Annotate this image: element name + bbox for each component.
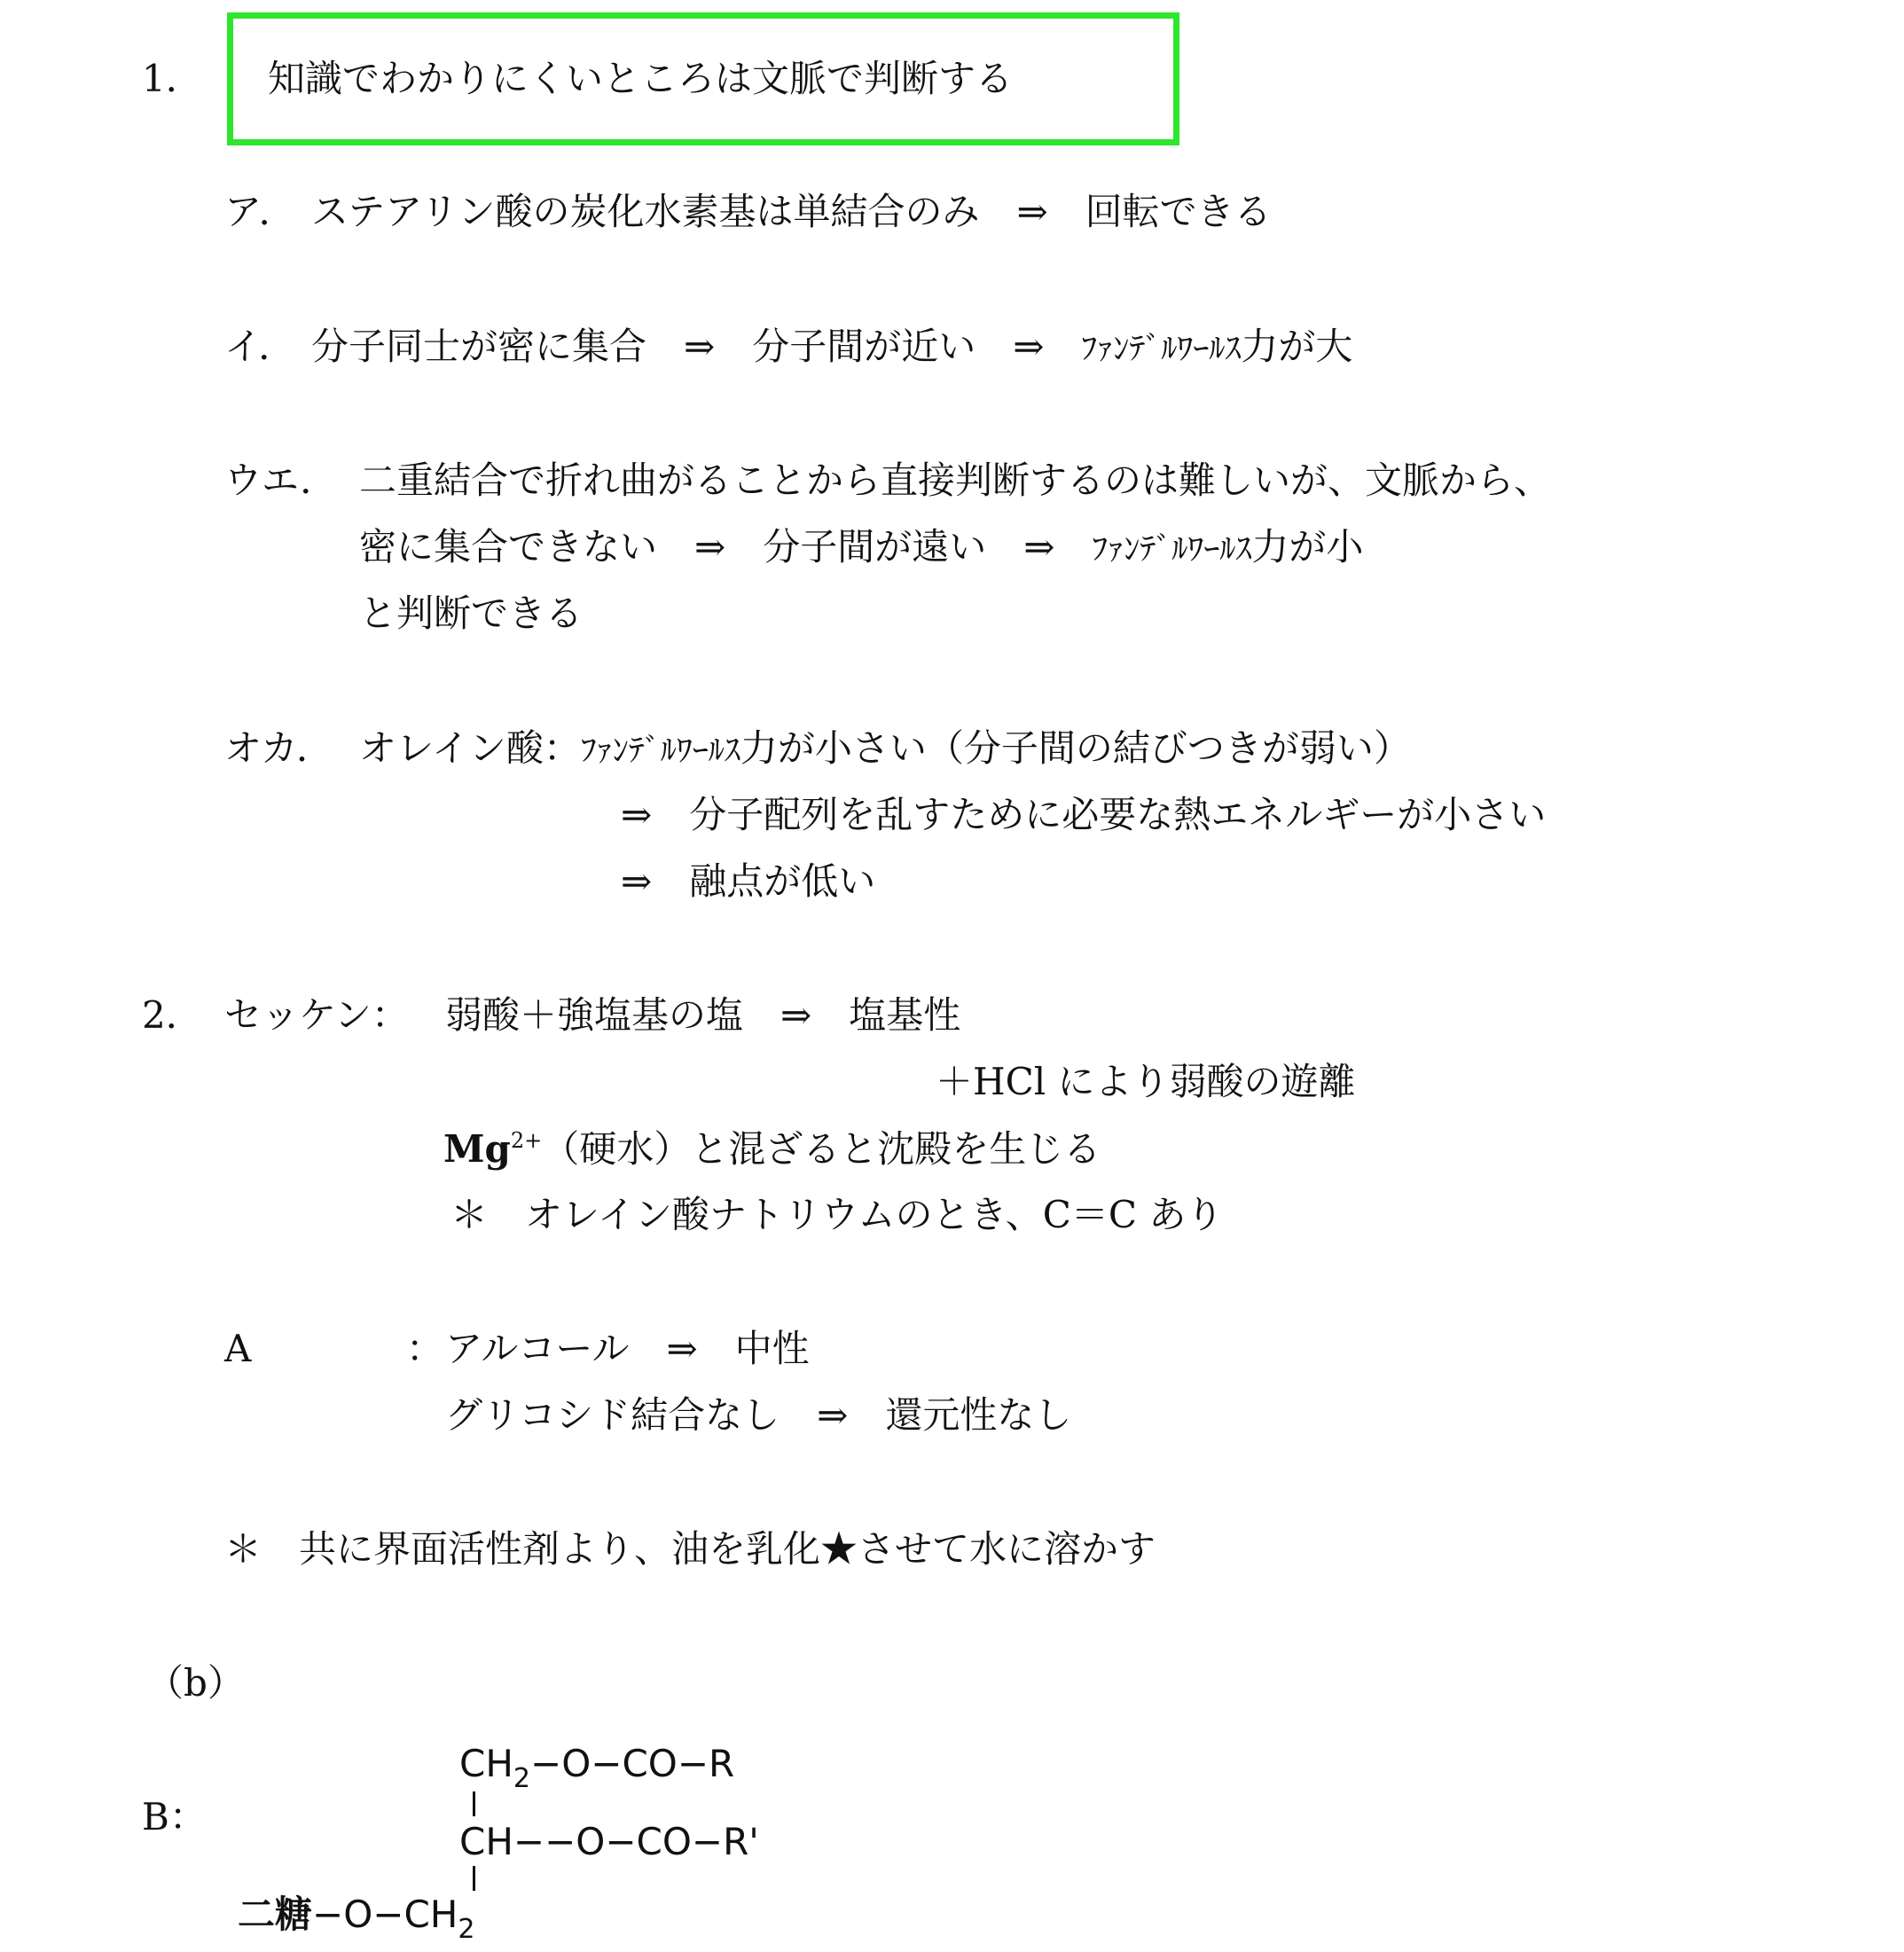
q1-ue-line2-end: 力が小: [1251, 525, 1364, 568]
formula-row1-ester: −O−CO−R: [530, 1742, 735, 1785]
q2-soap-line1: 弱酸＋強塩基の塩 ⇒ 塩基性: [445, 993, 961, 1037]
q1-ue-line2: [359, 525, 1364, 568]
bond-line-1: [473, 1791, 475, 1816]
q1-oka-vdw: ﾌｧﾝﾃﾞﾙﾜｰﾙｽ: [580, 733, 740, 769]
q2-soap-line3: [443, 1127, 1101, 1171]
q2-a-line2: グリコシド結合なし ⇒ 還元性なし: [445, 1393, 1072, 1437]
formula-row3-sub: 2: [458, 1914, 475, 1945]
q2-a-colon: ：: [406, 1327, 444, 1370]
q1-i-text-main: 分子同士が密に集合 ⇒ 分子間が近い ⇒: [311, 325, 1082, 368]
q2-mg-charge: 2+: [510, 1128, 543, 1153]
q2-soap-line2: ＋HCl により弱酸の遊離: [936, 1060, 1356, 1103]
q1-a-text: ステアリン酸の炭化水素基は単結合のみ ⇒ 回転できる: [311, 190, 1272, 233]
q1-number: 1．: [142, 57, 203, 100]
q1-oka-label: オカ．: [224, 726, 334, 770]
b-label: B：: [142, 1795, 207, 1838]
formula-row1-sub: 2: [513, 1763, 531, 1794]
q1-box-text: 知識でわかりにくいところは文脈で判断する: [268, 57, 1014, 100]
formula-row3-linkage: −O−CH: [312, 1893, 458, 1936]
q1-i-label: イ．: [224, 325, 296, 368]
q1-oka-line1-start: オレイン酸：: [359, 726, 581, 770]
bond-line-2: [473, 1866, 475, 1891]
q1-oka-line3: ⇒ 融点が低い: [621, 859, 876, 903]
q2-soap-label: セッケン：: [224, 993, 409, 1037]
formula-ch2-top: CH: [459, 1742, 513, 1785]
q2-a-label: A: [224, 1327, 252, 1370]
q1-a-label: ア．: [224, 190, 296, 233]
formula-disaccharide: 二糖: [238, 1893, 313, 1936]
q1-i-text: [311, 325, 1353, 368]
q1-oka-line1-end: 力が小さい（分子間の結びつきが弱い）: [740, 726, 1411, 770]
b-section-label: （b）: [146, 1661, 245, 1705]
q1-oka-line2: ⇒ 分子配列を乱すために必要な熱エネルギーが小さい: [621, 793, 1547, 836]
formula-row2: CH−−O−CO−R': [459, 1820, 759, 1863]
q1-oka-line1: [359, 726, 1411, 770]
q2-a-line1: アルコール ⇒ 中性: [445, 1327, 810, 1370]
q2-note: ＊ 共に界面活性剤より、油を乳化★させて水に溶かす: [224, 1527, 1156, 1571]
q2-mg: Mg: [443, 1127, 511, 1171]
q1-ue-line1: 二重結合で折れ曲がることから直接判断するのは難しいが、文脈から、: [359, 459, 1552, 502]
q2-soap-line4: ＊ オレイン酸ナトリウムのとき、C＝C あり: [451, 1193, 1224, 1236]
q1-ue-line2-main: 密に集合できない ⇒ 分子間が遠い ⇒: [359, 525, 1093, 568]
q1-ue-vdw: ﾌｧﾝﾃﾞﾙﾜｰﾙｽ: [1092, 531, 1252, 568]
q1-ue-label: ウエ．: [224, 459, 338, 502]
q2-soap-line3-rest: （硬水）と混ざると沈殿を生じる: [542, 1127, 1101, 1171]
formula-row1: [459, 1742, 735, 1794]
q1-ue-line3: と判断できる: [359, 592, 584, 635]
formula-row3: [238, 1893, 475, 1945]
q2-number: 2．: [142, 993, 203, 1037]
q1-i-vdw: ﾌｧﾝﾃﾞﾙﾜｰﾙｽ: [1081, 331, 1242, 367]
q1-i-text-end: 力が大: [1241, 325, 1353, 368]
